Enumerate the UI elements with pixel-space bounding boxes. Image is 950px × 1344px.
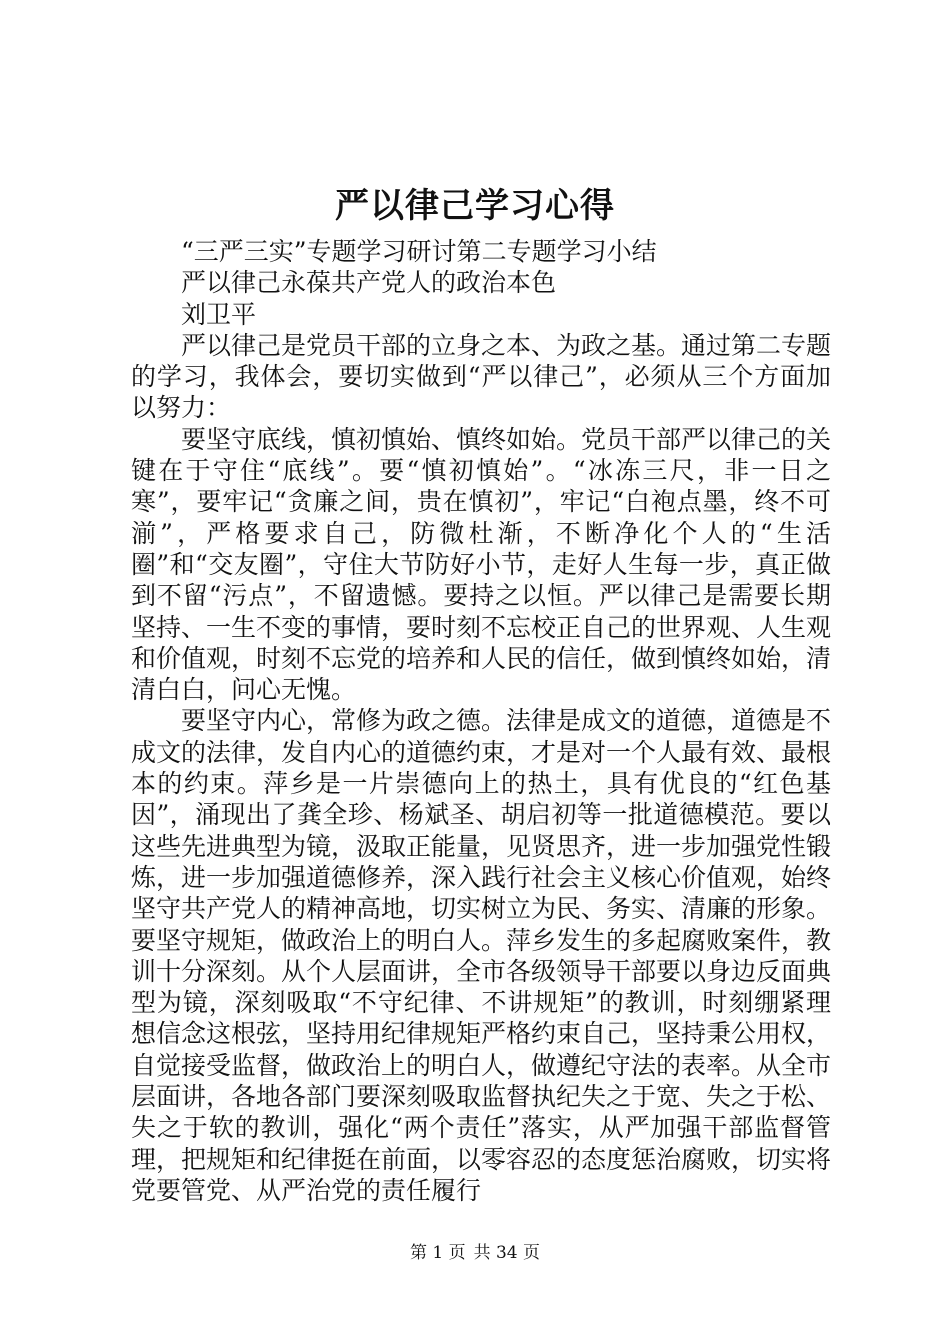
- page-number: 第 1 页: [409, 1243, 466, 1263]
- author-line: 刘卫平: [181, 299, 257, 329]
- document-title: 严以律己学习心得: [335, 186, 615, 226]
- heading-line: 严以律己永葆共产党人的政治本色: [181, 268, 557, 298]
- body-paragraph: 要坚守内心，常修为政之德。法律是成文的道德，道德是不成文的法律，发自内心的道德约束，才是对一个人最有效、最根本的约束。萍乡是一片崇德向上的热土，具有优良的“红色基因”，涌现出了龚全珍、杨斌圣、胡启初等一批道德模范。要以这些先进典型为镜，汲取正能量，见贤思齐，进一步加强党性锻炼，进一步加强道德修养，深入践行社会主义核心价值观，始终坚守共产党人的精神高地，切实树立为民、务实、清廉的形象。要坚守规矩，做政治上的明白人。萍乡发生的多起腐败案件，教训十分深刻。从个人层面讲，全市各级领导干部要以身边反面典型为镜，深刻吸取“不守纪律、不讲规矩”的教训，时刻绷紧理想信念这根弦，坚持用纪律规矩严格约束自己，坚持秉公用权，自觉接受监督，做政治上的明白人，做遵纪守法的表率。从全市层面讲，各地各部门要深刻吸取监督执纪失之于宽、失之于松、失之于软的教训，强化“两个责任”落实，从严加强干部监督管理，把规矩和纪律挺在前面，以零容忍的态度惩治腐败，切实将党要管党、从严治党的责任履行: [131, 706, 832, 1205]
- body-paragraph: 要坚守底线，慎初慎始、慎终如始。党员干部严以律己的关键在于守住“底线”。要“慎初慎始”。“冰冻三尺，非一日之寒”，要牢记“贪廉之间，贵在慎初”，牢记“白袍点墨，终不可湔”，严格要求自己，防微杜渐，不断净化个人的“生活圈”和“交友圈”，守住大节防好小节，走好人生每一步，真正做到不留“污点”，不留遗憾。要持之以恒。严以律己是需要长期坚持、一生不变的事情，要时刻不忘校正自己的世界观、人生观和价值观，时刻不忘党的培养和人民的信任，做到慎终如始，清清白白，问心无愧。: [131, 424, 832, 705]
- document-body: [131, 236, 831, 1206]
- intro-paragraph: 严以律己是党员干部的立身之本、为政之基。通过第二专题的学习，我体会，要切实做到“严以律己”，必须从三个方面加以努力：: [131, 330, 832, 423]
- subtitle-line: “三严三实”专题学习研讨第二专题学习小结: [181, 237, 657, 266]
- page-footer: [0, 1242, 950, 1264]
- page-total: 共 34 页: [473, 1243, 541, 1263]
